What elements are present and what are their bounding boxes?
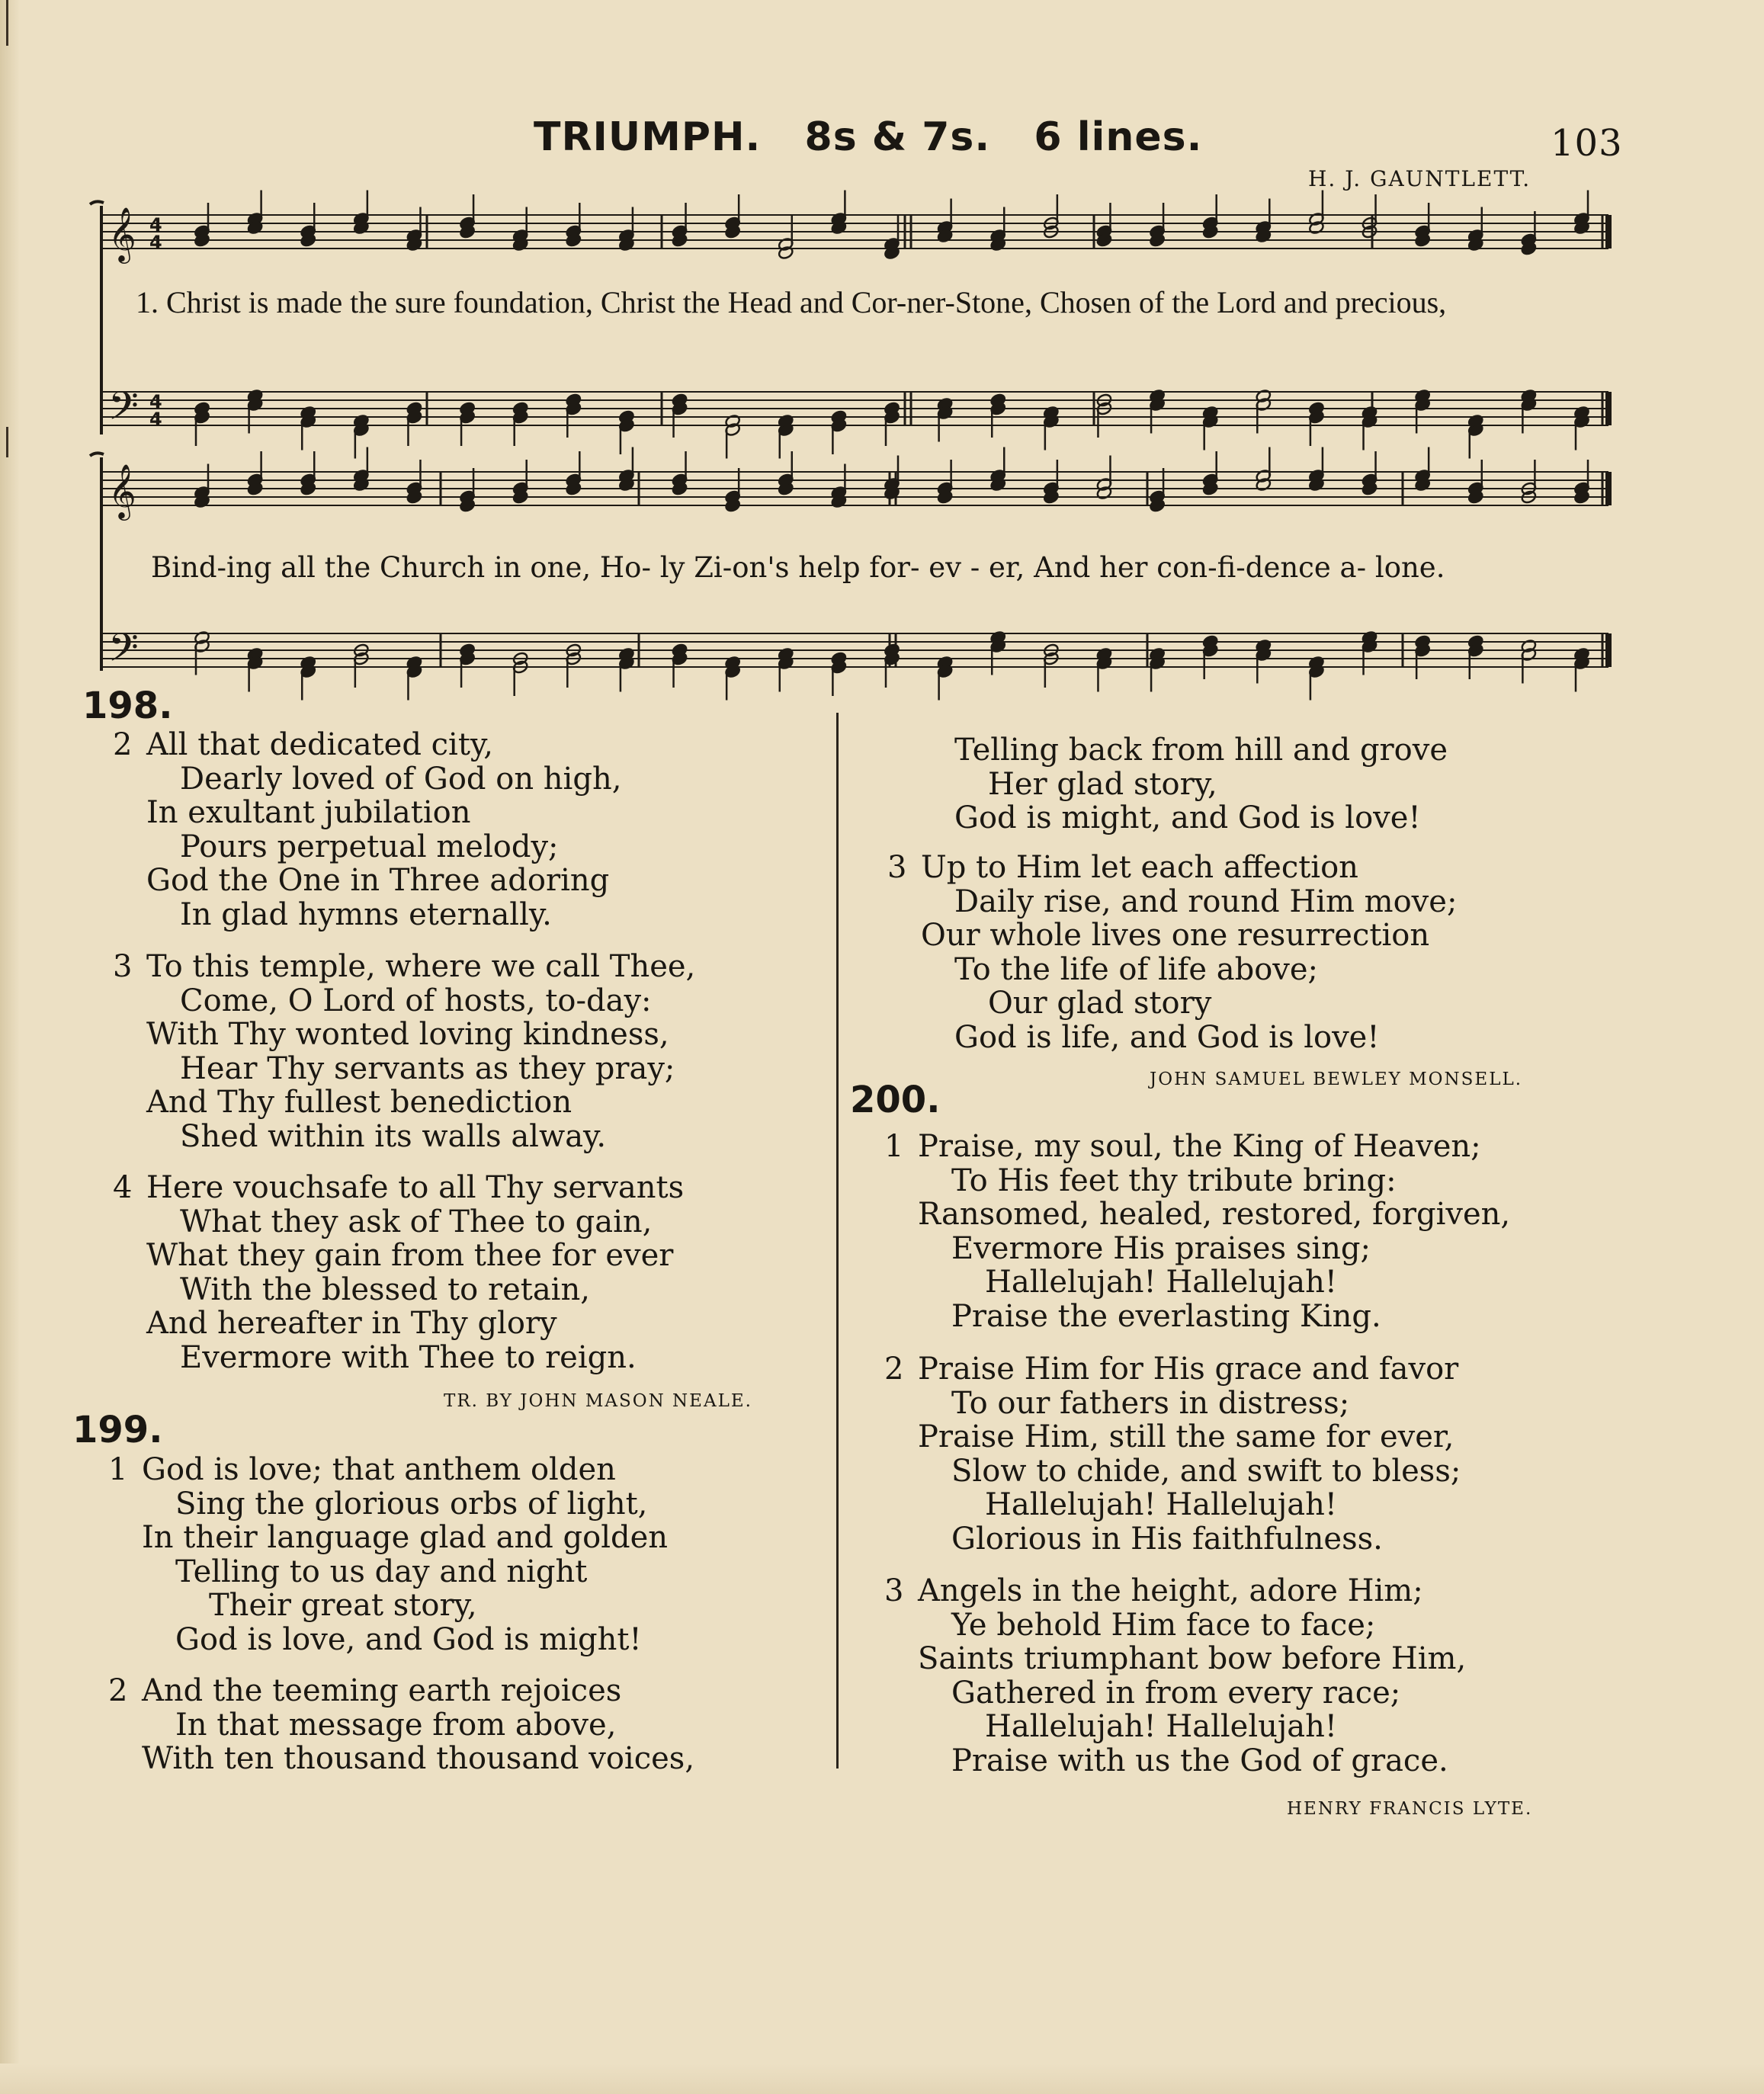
verse-number: 3 [887,850,907,885]
treble-clef-icon: 𝄞 [108,463,136,518]
hymn-199-verse-3 [887,851,1457,1055]
verse-line: 3 To this temple, where we call Thee, [113,949,696,984]
verse-line: In their language glad and golden [142,1520,669,1556]
verse-line: Ye behold Him face to face; [951,1607,1376,1643]
verse-line: Our glad story [988,986,1212,1021]
verse-line: Saints triumphant bow before Him, [918,1641,1467,1677]
verse-number: 2 [884,1352,904,1387]
verse-line: 4 Here vouchsafe to all Thy servants [113,1170,685,1205]
hymn-199-verse-2-cont [887,733,1448,835]
verse-line: Hallelujah! Hallelujah! [985,1265,1337,1300]
verse-number: 4 [113,1170,133,1205]
verse-number: 2 [113,727,133,762]
verse-line: With Thy wonted loving kindness, [146,1017,669,1053]
verse-line: 3 Angels in the height, adore Him; [884,1573,1423,1608]
hymn-198-verse-2 [113,728,621,932]
verse-line: God the One in Three adoring [146,863,610,899]
time-signature: 4 [149,409,162,430]
verse-line: And hereafter in Thy glory [146,1306,557,1342]
verse-line: Daily rise, and round Him move; [954,883,1458,919]
verse-line: 1 God is love; that anthem olden [108,1452,616,1487]
verse-line: Praise with us the God of grace. [951,1743,1448,1778]
hymn-200-verse-1 [884,1130,1510,1334]
verse-line: To our fathers in distress; [951,1385,1350,1421]
lyrics-line-2: Bind-ing all the Church in one, Ho- ly Zi-on's help for- ev - er, And her con-fi-dence a- lone. [151,551,1445,584]
hymn-number: 200. [850,1079,941,1121]
verse-line: God is life, and God is love! [954,1019,1380,1055]
verse-line: Hallelujah! Hallelujah! [985,1709,1337,1745]
verse-line: Dearly loved of God on high, [180,761,622,797]
verse-line: Telling back from hill and grove [954,733,1448,768]
bass-clef-icon: 𝄢 [108,383,139,438]
verse-line: Pours perpetual melody; [180,829,559,864]
hymn-198-verse-4 [113,1171,684,1375]
author-credit: JOHN SAMUEL BEWLEY MONSELL. [1150,1069,1523,1089]
verse-line: 2 Praise Him for His grace and favor [884,1352,1459,1387]
verse-line: Gathered in from every race; [951,1675,1401,1711]
hymn-number: 199. [72,1409,163,1451]
page-number: 103 [1551,122,1623,165]
verse-line: Hear Thy servants as they pray; [180,1050,675,1086]
composer-credit: H. J. GAUNTLETT. [1308,166,1531,191]
author-credit: TR. BY JOHN MASON NEALE. [444,1391,752,1411]
verse-line: Telling to us day and night [175,1554,588,1589]
verse-line: Praise the everlasting King. [951,1298,1381,1334]
verse-line: Their great story, [209,1588,477,1624]
verse-line: To the life of life above; [954,951,1319,987]
verse-line: Come, O Lord of hosts, to-day: [180,983,652,1018]
verse-line: Shed within its walls alway. [180,1118,607,1154]
verse-line: What they gain from thee for ever [146,1238,674,1274]
author-credit: HENRY FRANCIS LYTE. [1287,1799,1533,1819]
verse-line: Hallelujah! Hallelujah! [985,1487,1337,1523]
verse-number: 2 [108,1673,128,1708]
hymn-200-verse-2 [884,1352,1461,1557]
bracket-hook [90,453,104,456]
verse-line: With ten thousand thousand voices, [142,1741,695,1777]
verse-line: 1 Praise, my soul, the King of Heaven; [884,1129,1481,1164]
bracket-hook [90,201,104,204]
verse-line: With the blessed to retain, [180,1271,590,1307]
verse-number: 3 [884,1573,904,1608]
verse-line: And Thy fullest benediction [146,1085,572,1121]
verse-line: Sing the glorious orbs of light, [175,1486,648,1522]
verse-number: 1 [884,1129,904,1164]
verse-line: To His feet thy tribute bring: [951,1162,1397,1198]
verse-line: What they ask of Thee to gain, [180,1204,653,1239]
verse-line: Her glad story, [988,766,1217,802]
treble-clef-icon: 𝄞 [108,206,136,261]
verse-line: 2 And the teeming earth rejoices [108,1673,622,1708]
time-signature: 4 [149,391,162,412]
verse-line: 2 All that dedicated city, [113,727,493,762]
verse-line: Praise Him, still the same for ever, [918,1419,1454,1455]
hymn-199-verse-2 [108,1674,694,1776]
verse-line: Slow to chide, and swift to bless; [951,1453,1461,1489]
verse-line: In glad hymns eternally. [180,896,552,932]
verse-line: Evermore His praises sing; [951,1230,1371,1266]
verse-number: 1 [108,1452,128,1487]
tune-title: TRIUMPH. 8s & 7s. 6 lines. [534,114,1203,160]
time-signature: 4 [149,214,162,236]
hymn-number: 198. [82,685,173,727]
verse-line: In that message from above, [175,1707,617,1743]
lyrics-line-1: 1. Christ is made the sure foundation, Christ the Head and Cor-ner-Stone, Chosen of the Lord and precious, [136,285,1447,319]
hymn-199-verse-1 [108,1453,668,1657]
verse-line: 3 Up to Him let each affection [887,850,1358,885]
column-divider [836,713,839,1769]
verse-line: God is might, and God is love! [954,800,1421,836]
verse-line: Our whole lives one resurrection [921,918,1430,954]
verse-line: God is love, and God is might! [175,1621,642,1657]
bass-clef-icon: 𝄢 [108,624,139,680]
verse-line: Glorious in His faithfulness. [951,1521,1383,1557]
verse-number: 3 [113,949,133,984]
verse-line: Evermore with Thee to reign. [180,1339,637,1375]
verse-line: In exultant jubilation [146,795,471,831]
time-signature: 4 [149,232,162,253]
verse-line: Ransomed, healed, restored, forgiven, [918,1197,1511,1233]
hymn-198-verse-3 [113,950,695,1154]
hymn-200-verse-3 [884,1574,1466,1778]
